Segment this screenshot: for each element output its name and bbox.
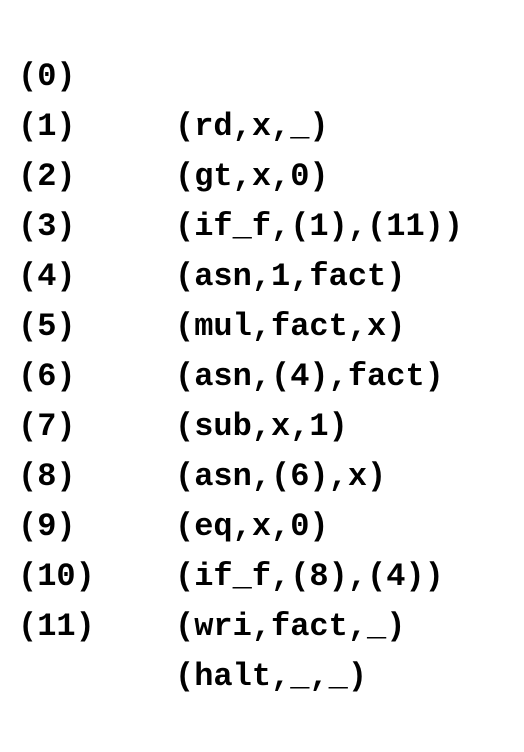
quadruple-index: (6)	[18, 358, 76, 395]
quadruple-index: (7)	[18, 408, 76, 445]
quadruple-index: (11)	[18, 608, 95, 645]
quadruple-row	[0, 2, 329, 145]
quadruple-code: (if_f,(1),(11))	[175, 208, 464, 245]
quadruple-index: (1)	[18, 108, 76, 145]
quadruple-index: (3)	[18, 208, 76, 245]
quadruple-index: (9)	[18, 508, 76, 545]
quadruple-index: (4)	[18, 258, 76, 295]
quadruple-index: (5)	[18, 308, 76, 345]
quadruple-code: (halt,_,_)	[175, 658, 368, 695]
quadruple-index: (0)	[18, 58, 76, 95]
quadruple-index: (8)	[18, 458, 76, 495]
quadruple-code: (asn,(6),x)	[175, 458, 387, 495]
quadruple-code: (wri,fact,_)	[175, 608, 406, 645]
quadruple-code: (rd,x,_)	[175, 108, 329, 145]
quadruple-code: (mul,fact,x)	[175, 308, 406, 345]
quadruple-code: (gt,x,0)	[175, 158, 329, 195]
quadruple-code: (sub,x,1)	[175, 408, 348, 445]
quadruple-code: (asn,(4),fact)	[175, 358, 444, 395]
quadruple-index: (10)	[18, 558, 95, 595]
quadruple-index: (2)	[18, 158, 76, 195]
quadruple-code: (if_f,(8),(4))	[175, 558, 444, 595]
quadruple-code: (eq,x,0)	[175, 508, 329, 545]
quadruple-code: (asn,1,fact)	[175, 258, 406, 295]
